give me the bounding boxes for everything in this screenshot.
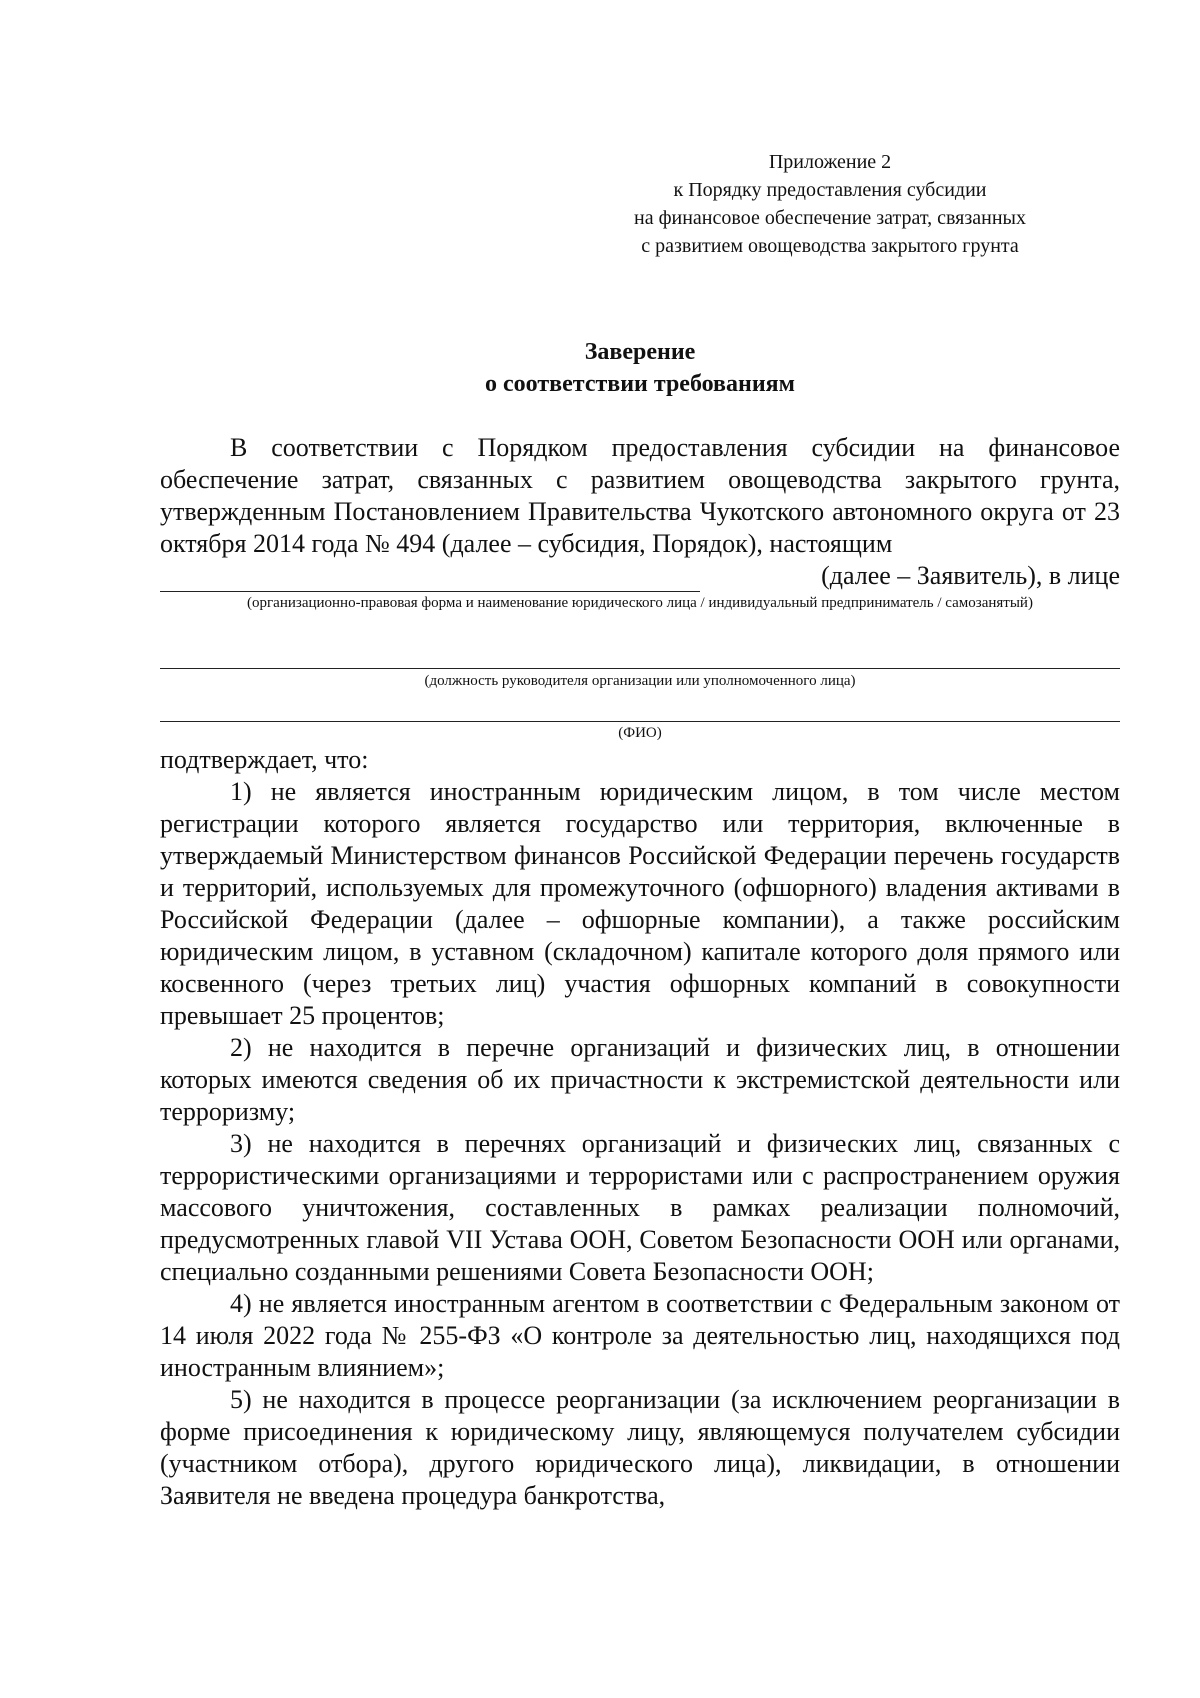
document-title [0, 336, 1200, 400]
list-item: 2) не находится в перечне организаций и физических лиц, в отношении которых имеются сведения об их причастности к экстремистской деятельности или терроризму; [160, 1033, 1120, 1126]
title-line-2: о соответствии требованиям [485, 371, 795, 397]
confirm-text: подтверждает, что: [160, 745, 369, 774]
list-item: 5) не находится в процессе реорганизации (за исключением реорганизации в форме присоединения к юридическому лицу, являющемуся получателем субсидии (участником отбора), другого юридического лица), ликвидации, в отношении Заявителя не введена процедура банкротства, [160, 1385, 1120, 1510]
position-blank-line [160, 668, 1120, 669]
list-item: 1) не является иностранным юридическим лицом, в том числе местом регистрации которого является государство или территория, включенные в утверждаемый Министерством финансов Российской Федерации перечень государств и территорий, используемых для промежуточного (офшорного) владения активами в Российской Федерации (далее – офшорные компании), а также российским юридическим лицом, в уставном (складочном) капитале которого доля прямого или косвенного (через третьих лиц) участия офшорных компаний в совокупности превышает 25 процентов; [160, 777, 1120, 1030]
fio-blank-line [160, 721, 1120, 722]
appendix-line-3: на финансовое обеспечение затрат, связанных [633, 207, 1026, 229]
org-caption: (организационно-правовая форма и наименование юридического лица / индивидуальный предприниматель / самозанятый) [247, 595, 1033, 611]
intro-paragraph [160, 432, 1120, 560]
intro-text: В соответствии с Порядком предоставления субсидии на финансовое обеспечение затрат, связанных с развитием овощеводства закрытого грунта, утвержденным Постановлением Правительства Чукотского автономного округа от 23 октября 2014 года № 494 (далее – субсидия, Порядок), настоящим [160, 433, 1120, 558]
appendix-line-1: Приложение 2 [768, 151, 892, 173]
conditions-list [160, 744, 1120, 1512]
appendix-line-2: к Порядку предоставления субсидии [673, 179, 987, 201]
fio-caption: (ФИО) [618, 725, 662, 741]
title-line-1: Заверение [584, 339, 696, 365]
org-name-blank-line [160, 591, 700, 592]
position-caption: (должность руководителя организации или уполномоченного лица) [424, 673, 856, 689]
appendix-header [570, 148, 1090, 260]
list-item: 4) не является иностранным агентом в соответствии с Федеральным законом от 14 июля 2022 года № 255-ФЗ «О контроле за деятельностью лиц, находящихся под иностранным влиянием»; [160, 1289, 1120, 1382]
appendix-line-4: с развитием овощеводства закрытого грунта [641, 235, 1019, 257]
list-item: 3) не находится в перечнях организаций и физических лиц, связанных с террористическими организациями и террористами или с распространением оружия массового уничтожения, составленных в рамках реализации полномочий, предусмотренных главой VII Устава ООН, Советом Безопасности ООН или органами, специально созданными решениями Совета Безопасности ООН; [160, 1129, 1120, 1286]
intro-tail: (далее – Заявитель), в лице [821, 561, 1120, 590]
